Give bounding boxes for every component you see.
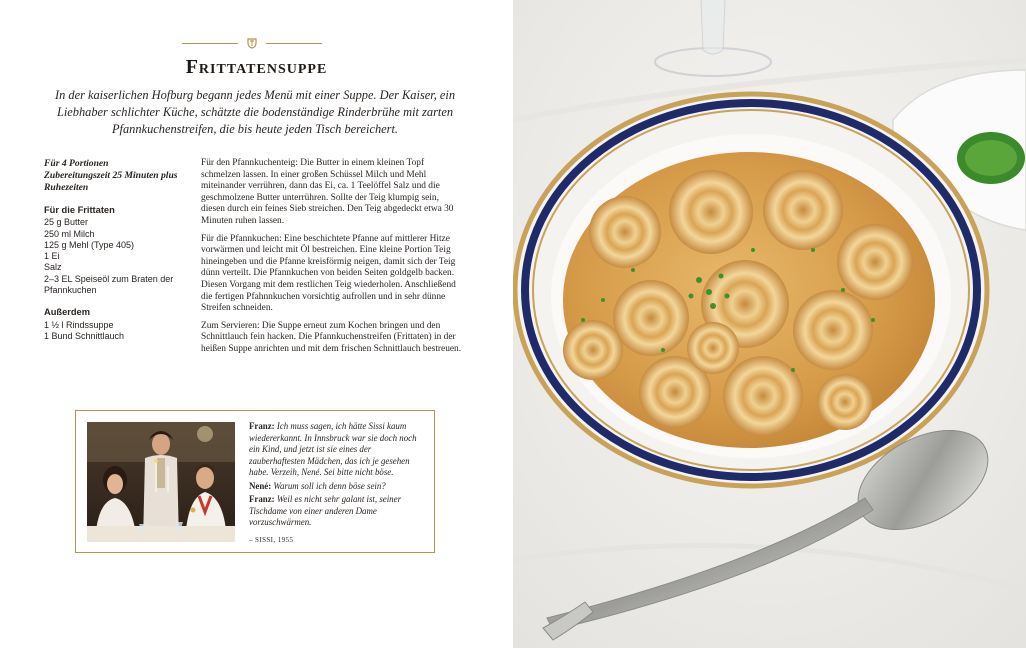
instruction-paragraph: Zum Servieren: Die Suppe erneut zum Kochen bringen und den Schnittlauch fein hacken. Die Pfannkuchenstreifen (Frittaten) in der heißen Suppe anrichten und mit dem frischen Schnittlauch bestreuen. [201, 320, 462, 354]
film-still-image [87, 422, 235, 542]
prep-time: Zubereitungszeit 25 Minuten plus Ruhezeiten [44, 170, 178, 193]
quote-text: Warum soll ich denn böse sein? [273, 480, 386, 491]
instruction-paragraph: Für die Pfannkuchen: Eine beschichtete Pfanne auf mittlerer Hitze vorwärmen und leicht mit Öl bestreichen. Eine kleine Portion Teig hineingeben und die Pfanne kreisförmig neigen, damit sich der Teig dünn verteilt. Die Pfannkuchen von beiden Seiten goldgelb backen. Diesen Vorgang mit dem restlichen Teig wiederholen. Anschließend die fertigen Pfahnnkuchen vorsichtig aufrollen und in sehr dünne Streifen schneiden. [201, 233, 456, 314]
crest-icon [246, 37, 258, 49]
ornament-line-right [266, 43, 322, 44]
quote-speaker: Franz: [249, 494, 275, 504]
ingredient-item: 25 g Butter [44, 217, 89, 228]
ingredient-list [44, 205, 194, 342]
quote-line [249, 481, 427, 493]
ingredient-item: 1 ½ l Rindssuppe [44, 319, 114, 330]
ingredient-item: 1 Bund Schnittlauch [44, 330, 125, 341]
title-ornament [182, 37, 322, 49]
recipe-meta [44, 158, 194, 194]
ingredient-group-heading: Für die Frittaten [44, 205, 115, 215]
instructions [201, 158, 464, 362]
quote-source: – SISSI, 1955 [249, 535, 294, 544]
ingredient-item: 2–3 EL Speiseöl zum Braten der Pfannkuchen [44, 273, 174, 296]
quote-text: Weil es nicht sehr galant ist, seiner Tischdame von einer anderen Dame vorzuschwärmen. [249, 494, 402, 527]
ingredient-item: 250 ml Milch [44, 228, 95, 239]
portions: Für 4 Portionen [44, 158, 109, 169]
film-quote-box [75, 410, 435, 553]
ingredient-item: Salz [44, 262, 62, 273]
quote-line [249, 494, 427, 529]
soup-photo [513, 0, 1026, 648]
film-quote [249, 421, 427, 546]
ingredient-group-heading: Außerdem [44, 307, 90, 318]
soup-photo-page [513, 0, 1026, 648]
recipe-intro: In der kaiserlichen Hofburg begann jedes Menü mit einer Suppe. Der Kaiser, ein Liebhaber schlichter Küche, schätzte die bodenständige Rinderbrühe mit zarten Pfannkuchenstreifen, die bis heute jeden Tisch bereichert. [54, 88, 456, 136]
recipe-title: Frittatensuppe [185, 56, 328, 78]
instruction-paragraph: Für den Pfannkuchenteig: Die Butter in einem kleinen Topf schmelzen lassen. In einer großen Schüssel Milch und Mehl miteinander verrühren, dann das Ei, ca. 1 Teelöffel Salz und die geschmolzene Butter unterrühren. Sollte der Teig klumpig sein, diesen durch ein feines Sieb streichen. Den Teig abgedeckt etwa 30 Minuten ruhen lassen. [201, 158, 454, 226]
quote-speaker: Franz: [249, 421, 275, 431]
quote-text: Ich muss sagen, ich hätte Sissi kaum wiedererkannt. In Innsbruck war sie doch noch ein Kind, und jetzt ist sie eines der zauberhaftesten Mädchen, das ich je gesehen habe. Verzeih, Nené. Sei bitte nicht böse. [249, 421, 417, 477]
ornament-line-left [182, 43, 238, 44]
quote-line [249, 421, 427, 479]
ingredient-item: 125 g Mehl (Type 405) [44, 239, 135, 250]
ingredient-item: 1 Ei [44, 251, 60, 262]
quote-speaker: Nené: [249, 480, 272, 491]
